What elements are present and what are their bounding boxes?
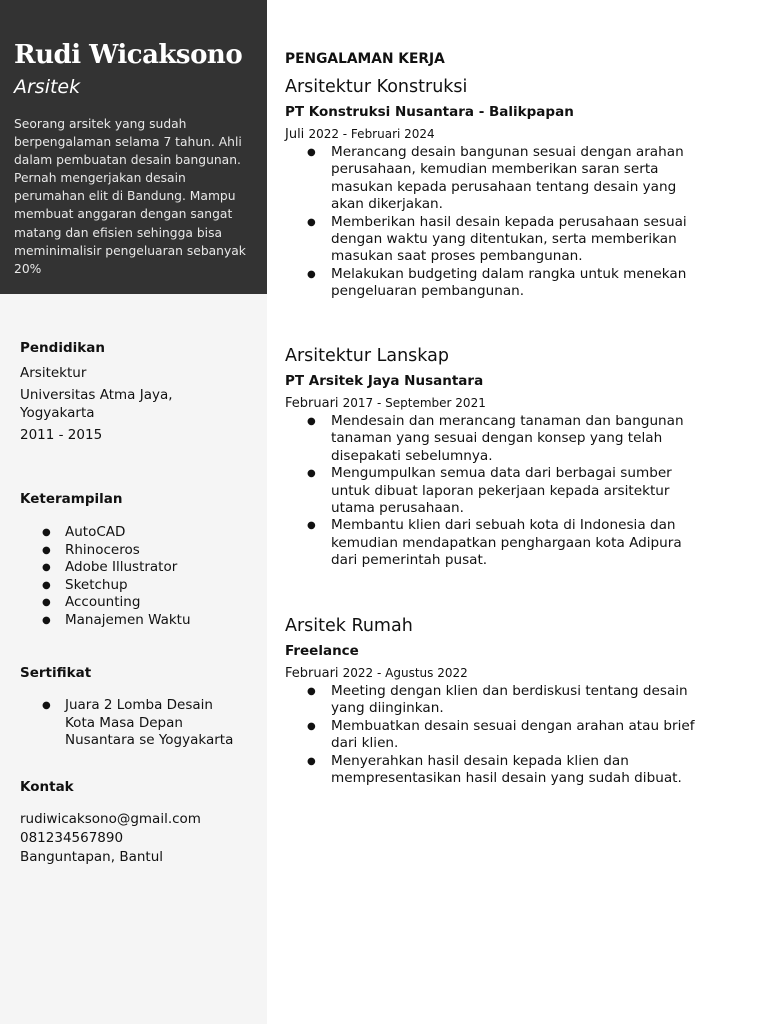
bullet-line: mempresentasikan hasil desain yang sudah dibuat.: [331, 770, 682, 787]
skill-item: ● Rhinoceros: [20, 542, 260, 560]
bullet-line: tanaman yang sesuai dengan konsep yang telah: [331, 430, 663, 447]
job-entry: [285, 615, 755, 787]
summary-line: membuat anggaran dengan sangat: [14, 207, 233, 222]
bullet-line: ● Membuatkan desain sesuai dengan arahan atau brief: [331, 717, 695, 734]
bullet-line: untuk dibuat laporan pekerjaan kepada arsitektur: [331, 482, 670, 499]
certificate-line: ● Juara 2 Lomba Desain: [65, 697, 213, 713]
job-date-month: Februari: [285, 666, 343, 681]
candidate-name: Rudi Wicaksono: [14, 40, 243, 70]
summary-line: berpengalaman selama 7 tahun. Ahli: [14, 135, 242, 150]
certificates-title: Sertifikat: [20, 665, 92, 681]
bullet-line: ● Mendesain dan merancang tanaman dan bangunan: [331, 413, 684, 429]
job-bullet: [285, 144, 755, 214]
job-date-month: Juli: [285, 127, 309, 142]
education-years: 2011 - 2015: [20, 427, 103, 443]
job-entry: [285, 345, 755, 570]
bullet-line: ● Merancang desain bangunan sesuai dengan arahan: [331, 144, 684, 160]
summary-line: Pernah mengerjakan desain: [14, 171, 186, 186]
skill-item: ● Adobe Illustrator: [20, 559, 260, 577]
job-bullet: [285, 683, 755, 718]
job-bullets: [285, 683, 755, 787]
bullet-line: yang diinginkan.: [331, 700, 444, 717]
job-bullet: [285, 413, 755, 465]
bullet-line: ● Menyerahkan hasil desain kepada klien dan: [331, 752, 629, 769]
job-bullets: [285, 413, 755, 570]
certificate-item: [20, 697, 260, 750]
education-title: Pendidikan: [20, 340, 105, 356]
job-company: PT Konstruksi Nusantara - Balikpapan: [285, 104, 574, 120]
summary-line: perumahan elit di Bandung. Mampu: [14, 189, 236, 204]
job-date-range: 2022 - Februari 2024: [308, 127, 435, 141]
job-date: [285, 666, 755, 681]
certificate-line: Nusantara se Yogyakarta: [65, 732, 234, 748]
job-bullet: [285, 266, 755, 301]
bullet-line: perusahaan, kemudian memberikan saran serta: [331, 161, 659, 178]
bullet-line: akan dikerjakan.: [331, 196, 443, 213]
job-title: Arsitektur Konstruksi: [285, 77, 468, 97]
skills-title: Keterampilan: [20, 491, 123, 507]
certificates-list: [20, 697, 260, 750]
contact-phone: 081234567890: [20, 830, 124, 846]
summary-line: matang dan efisien sehingga bisa: [14, 225, 223, 240]
bullet-line: utama perusahaan.: [331, 500, 464, 517]
bullet-line: dengan waktu yang ditentukan, serta memberikan: [331, 231, 677, 248]
skill-item: ● AutoCAD: [20, 524, 260, 542]
education-section: [20, 340, 260, 444]
profile-header: [0, 0, 267, 294]
summary-line: meminimalisir pengeluaran sebanyak: [14, 243, 246, 258]
skill-item: ● Accounting: [20, 594, 260, 612]
job-date-month: Februari: [285, 396, 343, 411]
job-bullets: [285, 144, 755, 301]
job-date-range: 2022 - Agustus 2022: [342, 666, 468, 680]
education-major: Arsitektur: [20, 365, 87, 381]
contact-address: Banguntapan, Bantul: [20, 849, 164, 865]
bullet-line: disepakati sebelumnya.: [331, 447, 493, 464]
bullet-line: dari pemerintah pusat.: [331, 552, 488, 569]
bullet-line: ● Membantu klien dari sebuah kota di Indonesia dan: [331, 517, 676, 534]
job-bullet: [285, 753, 755, 788]
contact-title: Kontak: [20, 779, 74, 795]
summary-line: Seorang arsitek yang sudah: [14, 117, 187, 131]
skill-item: ● Manajemen Waktu: [20, 612, 260, 630]
experience-title: PENGALAMAN KERJA: [285, 51, 445, 67]
certificate-line: Kota Masa Depan: [65, 714, 183, 731]
bullet-line: kemudian mendapatkan penghargaan kota Adipura: [331, 534, 682, 551]
certificates-section: [20, 665, 260, 750]
job-company: Freelance: [285, 643, 359, 659]
skills-list: [20, 524, 260, 629]
job-date: [285, 396, 755, 411]
job-bullet: [285, 214, 755, 266]
bullet-line: ● Memberikan hasil desain kepada perusahaan sesuai: [331, 213, 687, 230]
bullet-line: ● Mengumpulkan semua data dari berbagai sumber: [331, 465, 672, 482]
job-date-range: 2017 - September 2021: [342, 396, 486, 410]
job-bullet: [285, 465, 755, 517]
contact-section: [20, 779, 260, 866]
job-bullet: [285, 517, 755, 569]
bullet-line: ● Melakukan budgeting dalam rangka untuk menekan: [331, 265, 687, 282]
education-school-city: Yogyakarta: [20, 405, 95, 421]
bullet-line: ● Meeting dengan klien dan berdiskusi tentang desain: [331, 683, 688, 699]
bullet-line: pengeluaran pembangunan.: [331, 283, 525, 300]
contact-email: rudiwicaksono@gmail.com: [20, 811, 201, 827]
job-bullet: [285, 718, 755, 753]
job-company: PT Arsitek Jaya Nusantara: [285, 373, 484, 389]
summary-line: 20%: [14, 261, 42, 276]
bullet-line: dari klien.: [331, 735, 399, 752]
bullet-line: masukan saat proses pembangunan.: [331, 248, 583, 265]
job-date: [285, 127, 755, 142]
job-entry: [285, 76, 755, 301]
job-title: Arsitektur Lanskap: [285, 346, 449, 366]
education-school: Universitas Atma Jaya,: [20, 387, 173, 403]
bullet-line: masukan kepada perusahaan tentang desain yang: [331, 178, 677, 195]
skills-section: [20, 491, 260, 629]
summary-line: dalam pembuatan desain bangunan.: [14, 153, 241, 168]
candidate-role: Arsitek: [14, 76, 81, 98]
skill-item: ● Sketchup: [20, 577, 260, 595]
job-title: Arsitek Rumah: [285, 616, 413, 636]
profile-summary: [14, 115, 260, 278]
